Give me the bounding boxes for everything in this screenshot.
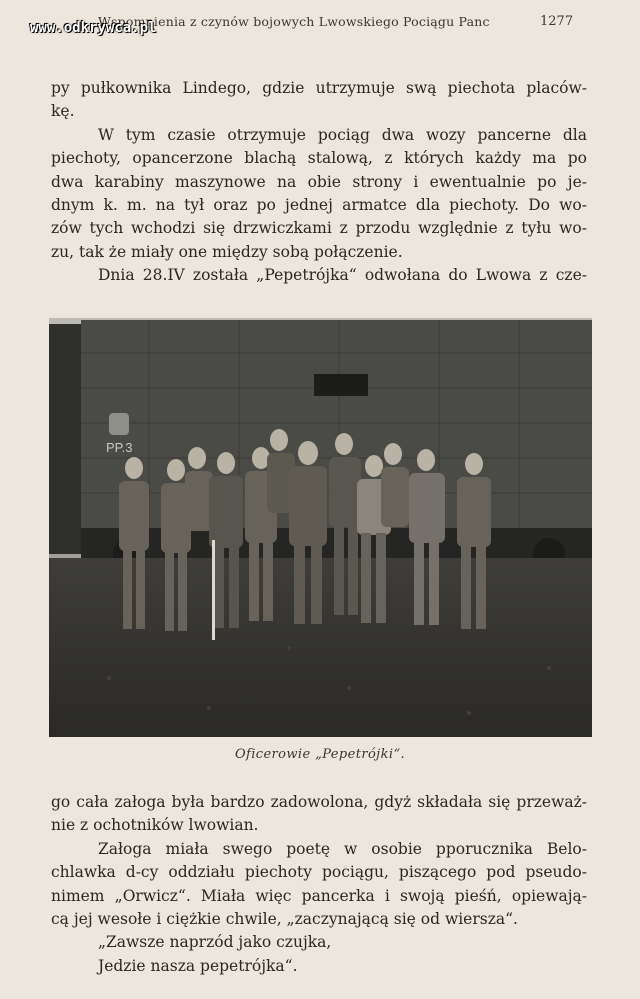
text-line: dnym k. m. na tył oraz po jednej armatce dla piechoty. Do wo- [51, 195, 587, 214]
text-line: py pułkownika Lindego, gdzie utrzymuje swą piechota placów- [51, 79, 587, 97]
officers-group-photo-icon [49, 318, 592, 737]
text-line: Załoga miała swego poetę w osobie pporucznika Belo- [98, 839, 587, 858]
text-line: nie z ochotników lwowian. [51, 816, 259, 835]
wagon-marking: PP.3 [106, 440, 133, 455]
text-line: dwa karabiny maszynowe na obie strony i ewentualnie po je- [51, 172, 587, 191]
text-line: nimem „Orwicz“. Miała więc pancerka i swoją pieśń, opiewają- [51, 886, 587, 905]
text-bottom [51, 791, 587, 978]
text-top [51, 77, 587, 288]
text-line: kę. [51, 102, 75, 121]
verse-line: „Zawsze naprzód jako czujka, [98, 933, 332, 952]
text-line: Dnia 28.IV została „Pepetrójka“ odwołana do Lwowa z cze- [98, 266, 587, 285]
text-line: chlawka d-cy oddziału piechoty pociągu, piszącego pod pseudo- [51, 863, 587, 882]
text-line: piechoty, opancerzone blachą stalową, z których każdy ma po [51, 149, 587, 168]
photo-caption: Oficerowie „Pepetrójki“. [234, 747, 406, 762]
text-line: cą jej wesołe i ciężkie chwile, „zaczynającą się od wiersza“. [51, 909, 518, 928]
text-line: zów tych wchodzi się drzwiczkami z przodu względnie z tyłu wo- [51, 219, 587, 238]
watermark: www.odkrywca.pl [30, 20, 157, 36]
text-line: zu, tak że miały one między sobą połączenie. [51, 242, 403, 261]
text-line: go cała załoga była bardzo zadowolona, gdyż składała się przeważ- [51, 793, 587, 811]
page-number: 1277 [540, 14, 574, 29]
verse-line: Jedzie nasza pepetrójka“. [98, 956, 298, 975]
text-line: W tym czasie otrzymuje pociąg dwa wozy pancerne dla [98, 125, 587, 144]
running-head: Wspomnienia z czynów bojowych Lwowskiego Pociągu Panc [98, 14, 490, 29]
